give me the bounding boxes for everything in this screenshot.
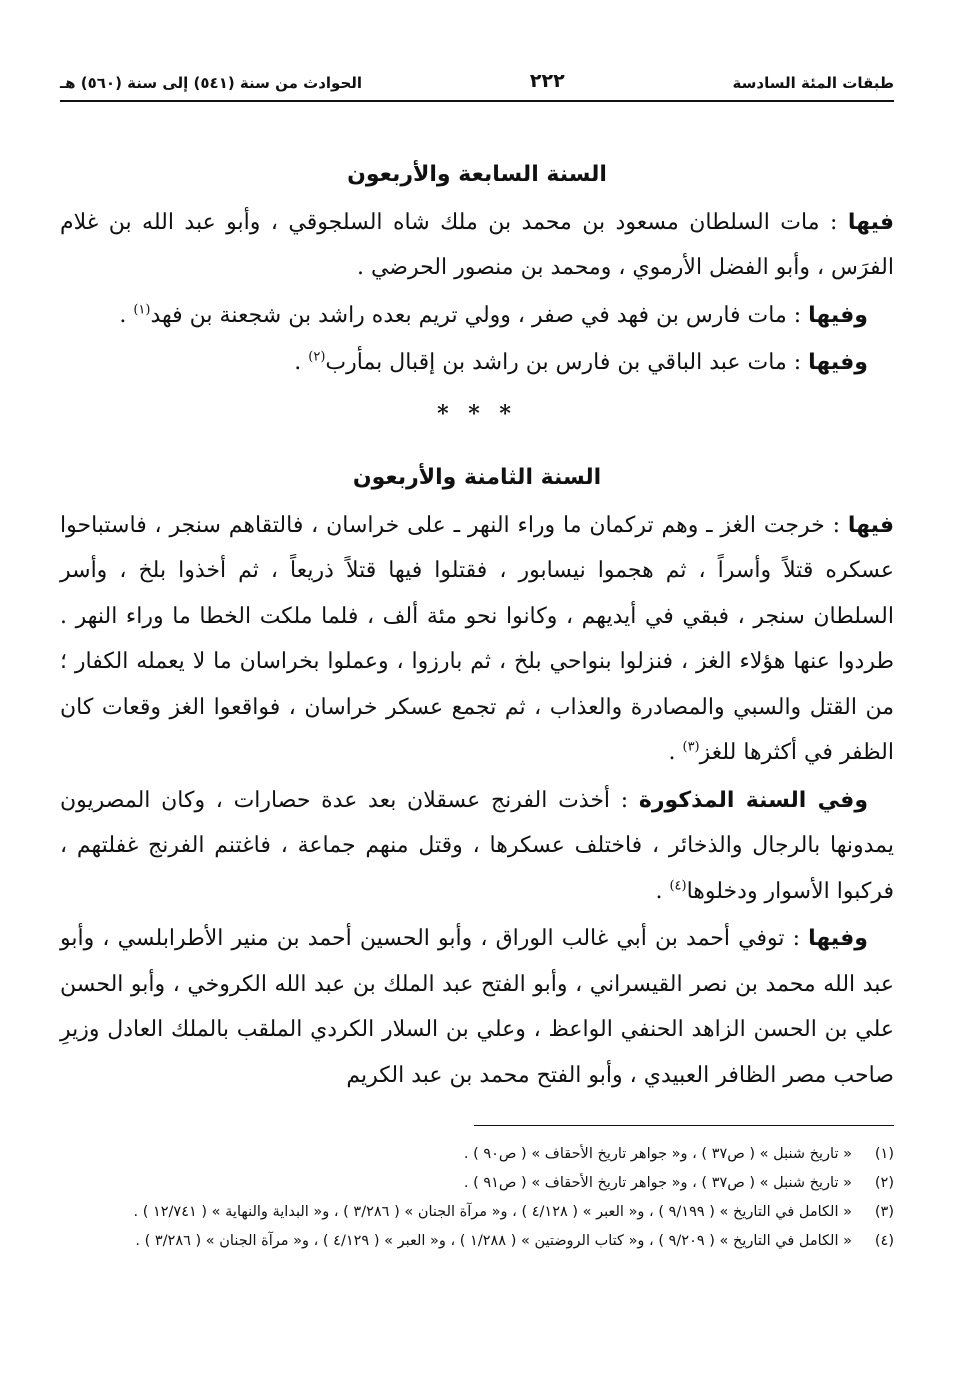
paragraph xyxy=(60,503,894,776)
paragraph-keyword: وفيها xyxy=(808,926,868,951)
paragraph-text: : خرجت الغز ـ وهم تركمان ما وراء النهر ـ على خراسان ، فالتقاهم سنجر ، فاستباحوا عسكره قتلاً وأسراً ، ثم هجموا نيسابور ، فقتلوا فيها قتلاً ذريعاً ، ثم أخذوا بلخ ، وأسر السلطان سنجر ، فبقي في أيديهم ، وكانوا نحو مئة ألف ، فلما ملكت الخطا ما وراء النهر . طردوا عنها هؤلاء الغز ، فنزلوا بنواحي بلخ ، ثم بارزوا ، وعملوا بخراسان ما لا يعمله الكفار ؛ من القتل والسبي والمصادرة والعذاب ، ثم تجمع عسكر خراسان ، فواقعوا الغز وقعات كان الظفر في أكثرها للغز xyxy=(60,512,894,765)
running-header xyxy=(60,70,894,92)
footnote-text: « تاريخ شنبل » ( ص٣٧ ) ، و« جواهر تاريخ الأحقاف » ( ص٩٠ ) . xyxy=(463,1146,852,1162)
footnote-ref[interactable]: (٢) xyxy=(308,349,326,365)
header-chapter-title: الحوادث من سنة (٥٤١) إلى سنة (٥٦٠) هـ xyxy=(60,74,363,92)
paragraph-keyword: فيها xyxy=(847,209,894,235)
footnote-ref[interactable]: (١) xyxy=(133,302,151,318)
paragraph xyxy=(60,200,894,291)
paragraph-keyword: وفيها xyxy=(808,302,868,328)
main-text xyxy=(60,152,894,1100)
footnote xyxy=(60,1198,894,1226)
header-rule xyxy=(60,100,894,102)
footnote-rule xyxy=(474,1125,894,1126)
paragraph-keyword: وفي السنة المذكورة xyxy=(638,787,869,813)
page-number: ٢٢٢ xyxy=(529,70,565,92)
paragraph-text: : مات فارس بن فهد في صفر ، وولي تريم بعده راشد بن شجعنة بن فهد xyxy=(150,302,809,328)
paragraph-keyword: وفيها xyxy=(808,350,868,375)
paragraph xyxy=(60,340,894,386)
footnote-ref[interactable]: (٤) xyxy=(669,878,687,894)
paragraph-tail: . xyxy=(655,878,670,904)
footnote-number: (٣) xyxy=(874,1204,894,1220)
footnote-number: (١) xyxy=(874,1146,894,1162)
footnote xyxy=(60,1169,894,1197)
footnote-number: (٢) xyxy=(874,1175,894,1191)
section-separator: * * * xyxy=(437,400,517,427)
footnotes xyxy=(60,1140,894,1256)
paragraph-text: : توفي أحمد بن أبي غالب الوراق ، وأبو الحسين أحمد بن منير الأطرابلسي ، وأبو عبد الله محمد بن نصر القيسراني ، وأبو الفتح عبد الملك بن عبد الله الكروخي ، وأبو الحسن علي بن الحسن الزاهد الحنفي الواعظ ، وعلي بن السلار الكردي الملقب بالملك العادل وزيرِ صاحب مصر الظافر العبيدي ، وأبو الفتح محمد بن عبد الكريم xyxy=(60,926,894,1088)
paragraph-tail: . xyxy=(119,302,134,328)
footnote-text: « الكامل في التاريخ » ( ٩/٢٠٩ ) ، و« كتاب الروضتين » ( ١/٢٨٨ ) ، و« العبر » ( ٤/١٢٩ ) ، و« مرآة الجنان » ( ٣/٢٨٦ ) . xyxy=(135,1233,852,1249)
paragraph-tail: . xyxy=(294,350,309,375)
footnote xyxy=(60,1140,894,1168)
footnote-text: « تاريخ شنبل » ( ص٣٧ ) ، و« جواهر تاريخ الأحقاف » ( ص٩١ ) . xyxy=(463,1175,852,1191)
footnote-ref[interactable]: (٣) xyxy=(682,739,700,755)
paragraph-text: : مات عبد الباقي بن فارس بن راشد بن إقبال بمأرب xyxy=(325,350,809,375)
header-book-title: طبقات المئة السادسة xyxy=(732,74,894,92)
paragraph xyxy=(60,778,894,915)
paragraph xyxy=(60,916,894,1098)
paragraph-text: : أخذت الفرنج عسقلان بعد عدة حصارات ، وكان المصريون يمدونها بالرجال والذخائر ، فاختلف عسكرها ، وقتل منهم جماعة ، فاغتنم الفرنج غفلتهم ، فركبوا الأسوار ودخلوها xyxy=(60,787,894,904)
paragraph-text: : مات السلطان مسعود بن محمد بن ملك شاه السلجوقي ، وأبو عبد الله بن غلام الفرَس ، وأبو الفضل الأرموي ، ومحمد بن منصور الحرضي . xyxy=(60,209,894,280)
paragraph-tail: . xyxy=(668,740,683,765)
paragraph-keyword: فيها xyxy=(847,512,894,538)
section-title: السنة السابعة والأربعون xyxy=(347,162,607,187)
paragraph xyxy=(60,293,894,339)
footnote-number: (٤) xyxy=(874,1233,894,1249)
footnote xyxy=(60,1227,894,1255)
section-title: السنة الثامنة والأربعون xyxy=(352,465,602,490)
footnote-text: « الكامل في التاريخ » ( ٩/١٩٩ ) ، و« العبر » ( ٤/١٢٨ ) ، و« مرآة الجنان » ( ٣/٢٨٦ ) ، و« البداية والنهاية » ( ١٢/٧٤١ ) . xyxy=(133,1204,852,1220)
